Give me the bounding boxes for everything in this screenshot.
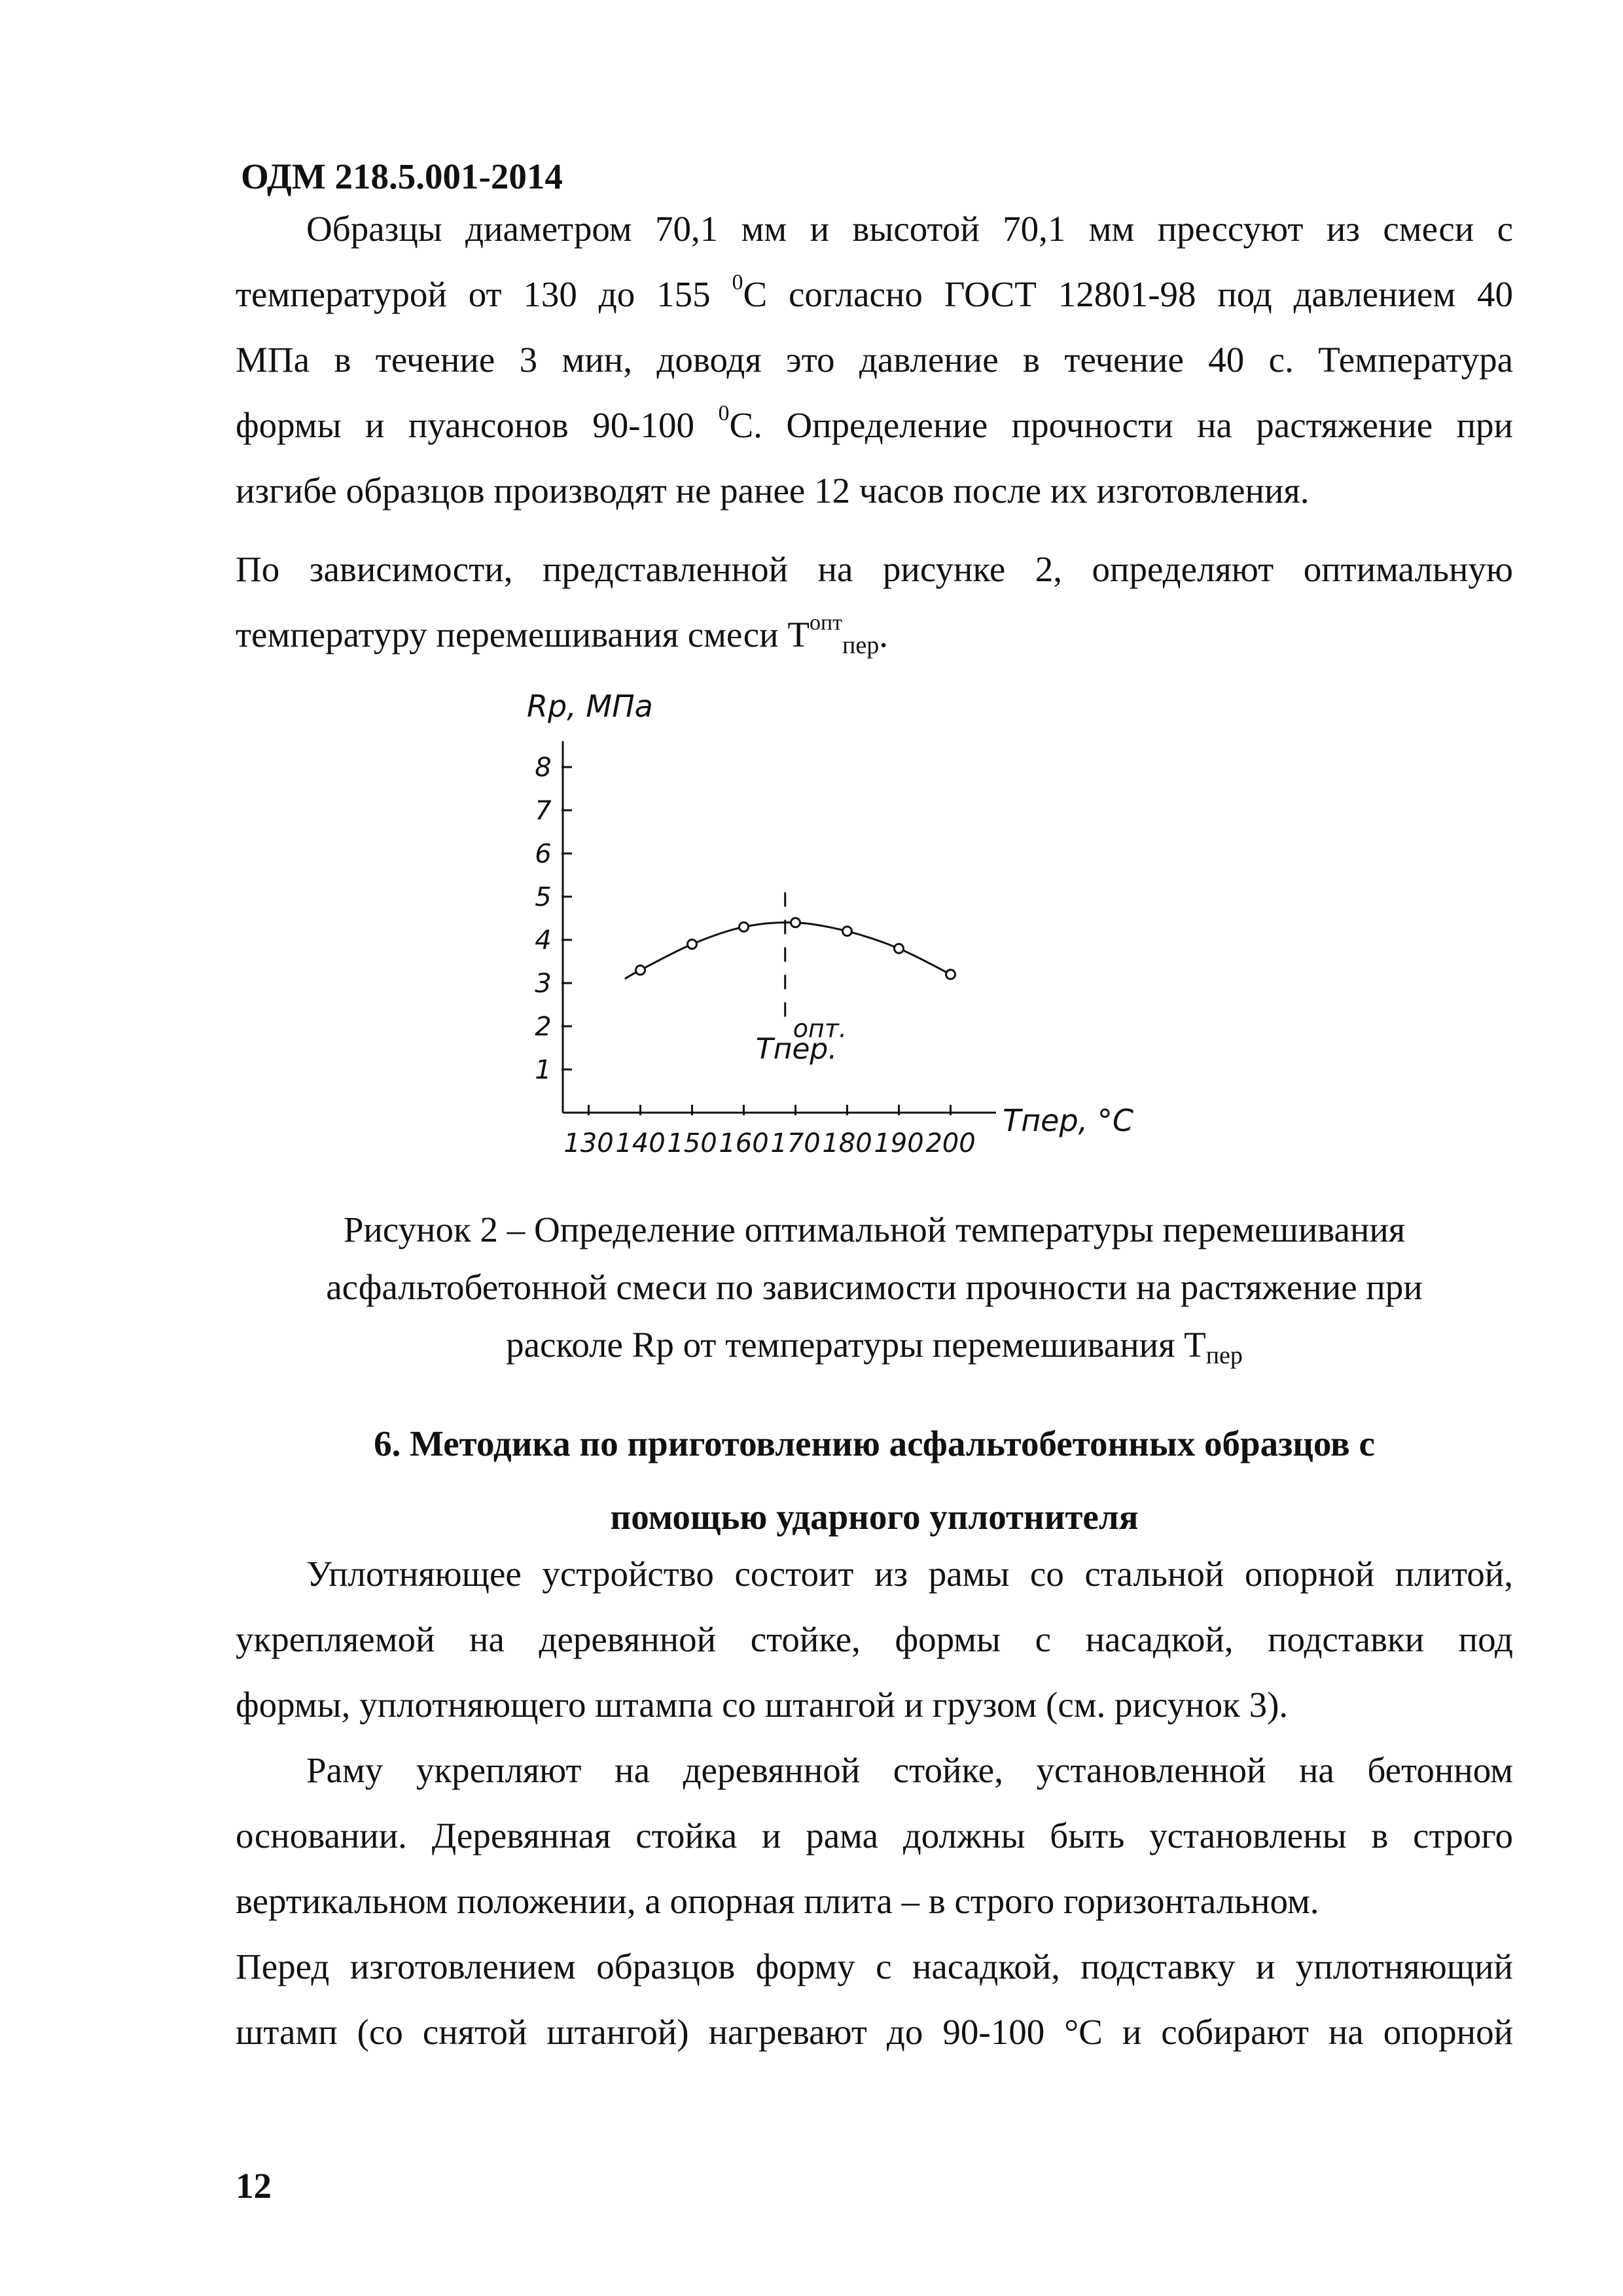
degree-mark: 0	[732, 270, 743, 295]
page-number: 12	[236, 2166, 272, 2206]
figure-2-chart	[497, 687, 1257, 1198]
text-line: Образцы диаметром 70,1 мм и высотой 70,1 мм прессуют из смеси с	[306, 209, 1513, 249]
text-line: изгибе образцов производят не ранее 12 часов после их изготовления.	[236, 471, 1310, 511]
figure-caption	[236, 1201, 1513, 1374]
caption-line: расколе Rp от температуры перемешивания $Т_{пер}$	[506, 1325, 1243, 1369]
text-line: формы, уплотняющего штампа со штангой и грузом (см. рисунок 3).	[236, 1685, 1289, 1725]
subscript-per: пер	[842, 632, 880, 659]
degree-mark: 0	[718, 401, 730, 425]
text-line: укрепляемой на деревянной стойке, формы с насадкой, подставки под	[236, 1619, 1513, 1659]
x-tick-label: 190	[874, 1128, 924, 1158]
caption-line: асфальтобетонной смеси по зависимости прочности на растяжение при	[326, 1267, 1423, 1307]
section-title-line: 6. Методика по приготовлению асфальтобетонных образцов с	[374, 1424, 1375, 1463]
optimum-label: Tпер.	[755, 1032, 838, 1066]
text-line: Уплотняющее устройство состоит из рамы со стальной опорной плитой,	[306, 1554, 1513, 1594]
x-tick-label: 200	[925, 1128, 976, 1158]
y-tick-label: 3	[535, 969, 552, 999]
text-line: вертикальном положении, а опорная плита – в строго горизонтальном.	[236, 1881, 1319, 1921]
text-line: формы и пуансонов 90-100 $^0$С. Определение прочности на растяжение при	[236, 401, 1513, 445]
y-tick-label: 2	[535, 1012, 552, 1042]
x-tick-label: 160	[719, 1128, 769, 1158]
section-title-line: помощью ударного уплотнителя	[610, 1497, 1139, 1537]
text-line: Перед изготовлением образцов форму с насадкой, подставку и уплотняющий	[236, 1946, 1513, 1986]
caption-line: Рисунок 2 – Определение оптимальной температуры перемешивания	[343, 1210, 1406, 1249]
text-line: По зависимости, представленной на рисунке 2, определяют оптимальную	[236, 549, 1513, 589]
y-tick-label: 5	[535, 882, 552, 912]
paragraph-2	[236, 537, 1513, 668]
y-tick-label: 1	[535, 1055, 552, 1085]
data-point	[740, 922, 749, 931]
y-tick-label: 8	[535, 753, 552, 783]
caption-subscript: пер	[1205, 1342, 1243, 1369]
x-tick-label: 150	[667, 1128, 717, 1158]
y-axis-title: Rp, МПа	[527, 689, 653, 724]
data-point	[688, 940, 697, 949]
text-line: штамп (со снятой штангой) нагревают до 90-100 °С и собирают на опорной	[236, 2012, 1513, 2052]
data-point	[895, 944, 904, 953]
text-line: Раму укрепляют на деревянной стойке, установленной на бетонном	[306, 1750, 1513, 1790]
data-point	[946, 970, 955, 979]
body-text	[236, 1541, 1513, 2065]
x-tick-label: 130	[563, 1128, 614, 1158]
optimum-label-superscript: опт.	[793, 1014, 847, 1043]
y-tick-label: 6	[535, 839, 552, 869]
data-point	[843, 927, 852, 936]
y-tick-label: 4	[535, 925, 552, 956]
y-tick-label: 7	[535, 796, 552, 826]
document-code: ОДМ 218.5.001-2014	[241, 156, 563, 196]
superscript-opt: опт	[809, 611, 843, 635]
x-axis-title: Tпер, °С	[1003, 1103, 1134, 1138]
data-point	[791, 918, 800, 927]
text-line: основании. Деревянная стойка и рама должны быть установлены в строго	[236, 1816, 1513, 1856]
section-title	[236, 1407, 1513, 1554]
text-line: температуру перемешивания смеси $Т^{опт}_{пер}$.	[236, 611, 888, 659]
x-tick-label: 180	[822, 1128, 872, 1158]
paragraph-1	[236, 196, 1513, 524]
data-point	[636, 965, 645, 975]
x-tick-label: 170	[770, 1128, 821, 1158]
text-line: температурой от 130 до 155 $^0$С согласно ГОСТ 12801-98 под давлением 40	[236, 270, 1514, 314]
text-line: МПа в течение 3 мин, доводя это давление в течение 40 с. Температура	[236, 340, 1513, 380]
chart-svg	[497, 687, 1257, 1198]
x-tick-label: 140	[615, 1128, 666, 1158]
